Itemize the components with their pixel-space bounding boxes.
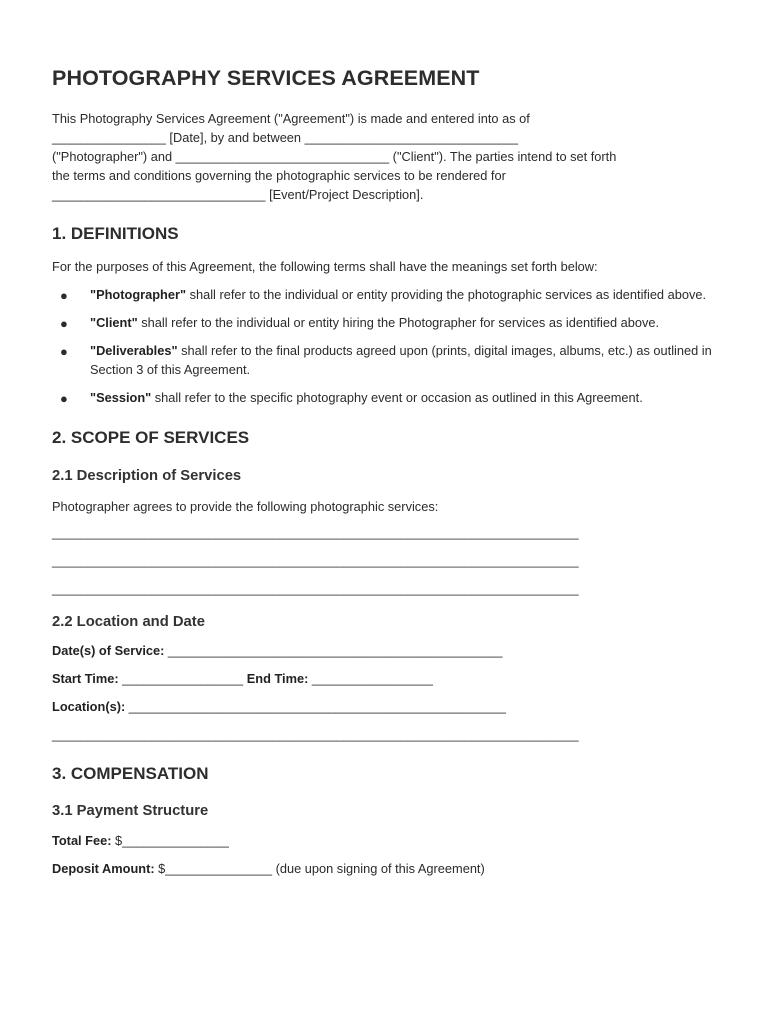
- dates-of-service-blank[interactable]: _______________________________________________: [164, 643, 503, 659]
- definition-item: [52, 285, 718, 304]
- subheading-payment-structure: 3.1 Payment Structure: [52, 803, 209, 820]
- definition-text: shall refer to the individual or entity hiring the Photographer for services as identified above.: [137, 315, 660, 331]
- definition-item: [52, 341, 718, 379]
- location-label: Location(s):: [52, 699, 126, 715]
- start-time-label: Start Time:: [52, 671, 119, 687]
- description-lead: Photographer agrees to provide the following photographic services:: [52, 499, 439, 515]
- total-fee-field: [52, 831, 718, 850]
- intro-line: ("Photographer") and ______________________________ ("Client"). The parties intend to set forth: [52, 148, 617, 164]
- intro-paragraph: [52, 109, 718, 204]
- blank-fill-line[interactable]: __________________________________________________________________________: [52, 581, 579, 597]
- bullet-icon: ●: [60, 391, 68, 407]
- definition-text: shall refer to the individual or entity providing the photographic services as identified above.: [186, 287, 707, 303]
- definition-text: shall refer to the final products agreed upon (prints, digital images, albums, etc.) as outlined in Section 3 of this Agreement.: [90, 343, 712, 378]
- definition-term: "Session": [90, 390, 152, 406]
- definition-item: [52, 388, 718, 407]
- deposit-amount-label: Deposit Amount:: [52, 861, 155, 877]
- bullet-icon: ●: [60, 288, 68, 304]
- section-heading-scope: 2. SCOPE OF SERVICES: [52, 428, 250, 448]
- definition-term: "Client": [90, 315, 138, 331]
- subheading-description: 2.1 Description of Services: [52, 467, 242, 484]
- definition-item: [52, 313, 718, 332]
- definition-term: "Photographer": [90, 287, 187, 303]
- definitions-lead: For the purposes of this Agreement, the following terms shall have the meanings set forth below:: [52, 259, 598, 275]
- intro-line: the terms and conditions governing the photographic services to be rendered for: [52, 167, 506, 183]
- section-heading-definitions: 1. DEFINITIONS: [52, 223, 179, 243]
- deposit-amount-field: [52, 859, 718, 878]
- intro-line: ______________________________ [Event/Project Description].: [52, 186, 424, 202]
- blank-fill-line[interactable]: __________________________________________________________________________: [52, 525, 579, 541]
- definition-term: "Deliverables": [90, 343, 178, 359]
- end-time-label: End Time:: [246, 671, 309, 687]
- end-time-blank[interactable]: _________________: [308, 671, 433, 687]
- intro-line: This Photography Services Agreement ("Agreement") is made and entered into as of: [52, 110, 530, 126]
- time-fields: [52, 669, 718, 688]
- start-time-blank[interactable]: _________________: [118, 671, 247, 687]
- section-heading-compensation: 3. COMPENSATION: [52, 764, 209, 784]
- intro-line: ________________ [Date], by and between ______________________________: [52, 129, 519, 145]
- location-field: [52, 697, 718, 716]
- dates-of-service-label: Date(s) of Service:: [52, 643, 165, 659]
- definitions-list: [52, 285, 718, 407]
- deposit-amount-blank[interactable]: $_______________: [154, 861, 273, 877]
- subheading-location-date: 2.2 Location and Date: [52, 614, 205, 631]
- blank-fill-line[interactable]: __________________________________________________________________________: [52, 727, 579, 743]
- bullet-icon: ●: [60, 316, 68, 332]
- blank-fill-line[interactable]: __________________________________________________________________________: [52, 553, 579, 569]
- total-fee-label: Total Fee:: [52, 833, 112, 849]
- deposit-note: (due upon signing of this Agreement): [272, 861, 485, 877]
- location-blank[interactable]: _____________________________________________________: [125, 699, 506, 715]
- total-fee-blank[interactable]: $_______________: [111, 833, 229, 849]
- dates-of-service-field: [52, 641, 718, 660]
- document-title: PHOTOGRAPHY SERVICES AGREEMENT: [52, 66, 480, 90]
- bullet-icon: ●: [60, 344, 68, 360]
- definition-text: shall refer to the specific photography event or occasion as outlined in this Agreement.: [151, 390, 643, 406]
